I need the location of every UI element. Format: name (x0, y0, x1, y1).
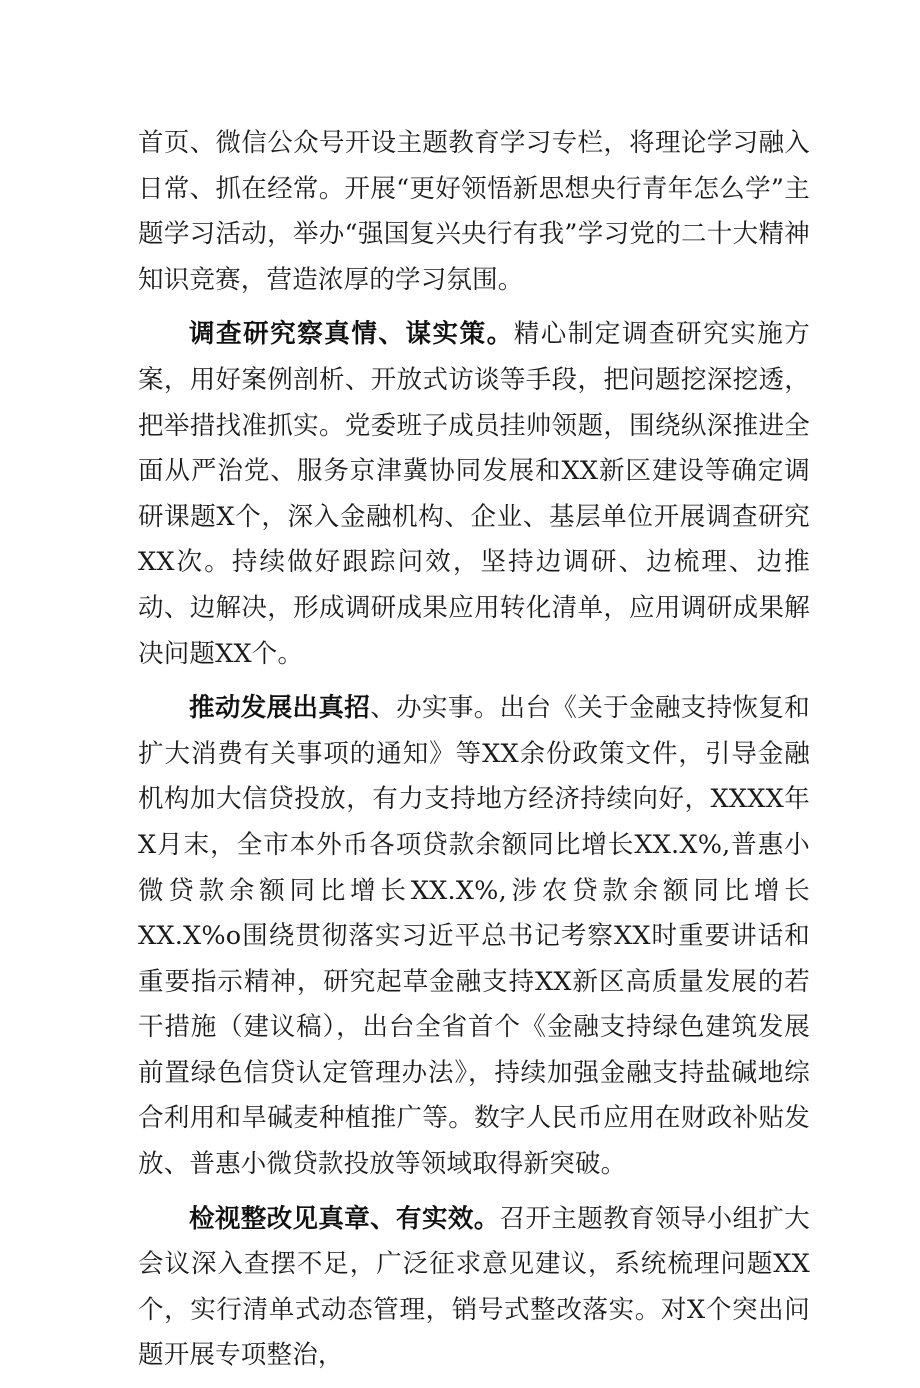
paragraph-3-lead: 推动发展出真招 (189, 693, 371, 724)
paragraph-1 (138, 121, 810, 303)
paragraph-2 (138, 312, 810, 677)
paragraph-2-lead: 调查研究察真情、谋实策。 (189, 319, 514, 350)
paragraph-4-text: 召开主题教育领导小组扩大会议深入查摆不足，广泛征求意见建议，系统梳理问题XX个，实行清单式动态管理，销号式整改落实。对X个突出问题开展专项整治， (138, 1203, 810, 1371)
paragraph-4-lead: 检视整改见真章、有实效。 (189, 1203, 500, 1234)
paragraph-1-text: 首页、微信公众号开设主题教育学习专栏，将理论学习融入日常、抓在经常。开展“更好领悟新思想央行青年怎么学”主题学习活动，举办“强国复兴央行有我”学习党的二十大精神知识竞赛，营造浓厚的学习氛围。 (138, 128, 810, 295)
document-body (138, 121, 810, 1388)
paragraph-3 (138, 686, 810, 1188)
paragraph-3-text: 、办实事。出台《关于金融支持恢复和扩大消费有关事项的通知》等XX余份政策文件，引导金融机构加大信贷投放，有力支持地方经济持续向好，XXXX年X月末，全市本外币各项贷款余额同比增长XX.X%,普惠小微贷款余额同比增长XX.X%,涉农贷款余额同比增长XX.X%o围绕贯彻落实习近平总书记考察XX时重要讲话和重要指示精神，研究起草金融支持XX新区高质量发展的若干措施（建议稿），出台全省首个《金融支持绿色建筑发展前置绿色信贷认定管理办法》，持续加强金融支持盐碱地综合利用和旱碱麦种植推广等。数字人民币应用在财政补贴发放、普惠小微贷款投放等领域取得新突破。 (138, 693, 811, 1180)
paragraph-4 (138, 1197, 810, 1379)
paragraph-2-text: 精心制定调查研究实施方案，用好案例剖析、开放式访谈等手段，把问题挖深挖透，把举措找准抓实。党委班子成员挂帅领题，围绕纵深推进全面从严治党、服务京津冀协同发展和XX新区建设等确定调研课题X个，深入金融机构、企业、基层单位开展调查研究XX次。持续做好跟踪问效，坚持边调研、边梳理、边推动、边解决，形成调研成果应用转化清单，应用调研成果解决问题XX个。 (138, 319, 811, 669)
